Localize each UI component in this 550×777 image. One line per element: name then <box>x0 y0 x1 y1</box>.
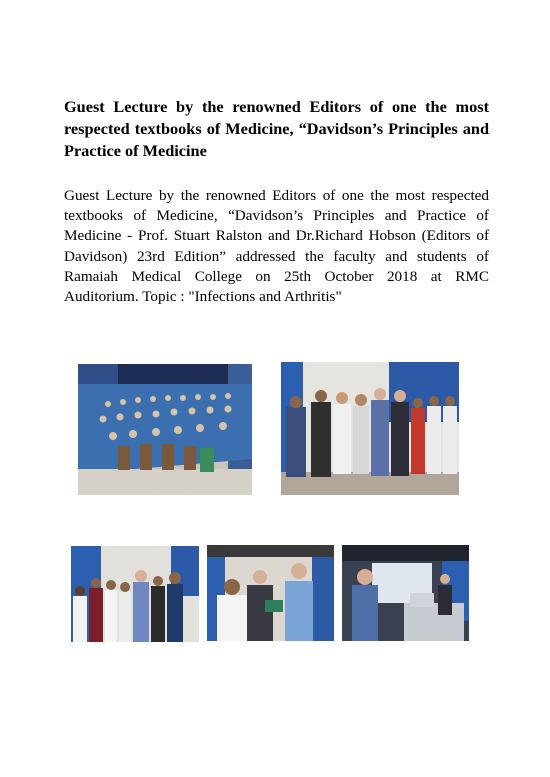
book-presentation-photo <box>207 545 334 641</box>
group-standing-photo <box>281 362 459 495</box>
auditorium-audience-photo <box>78 364 252 495</box>
article-title: Guest Lecture by the renowned Editors of one the most respected textbooks of Medicine, “Davidson’s Principles and Practice of Medicine <box>64 97 489 160</box>
article-body: Guest Lecture by the renowned Editors of one the most respected textbooks of Medicine, “Davidson’s Principles and Practice of Medicine - Prof. Stuart Ralston and Dr.Richard Hobson (Editors of Davidson) 23rd Edition” addressed the faculty and students of Ramaiah Medical College on 25th October 2018 at RMC Auditorium. Topic : "Infections and Arthritis" <box>64 187 489 306</box>
group-small-photo <box>71 546 199 642</box>
lecture-podium-photo <box>342 545 469 641</box>
